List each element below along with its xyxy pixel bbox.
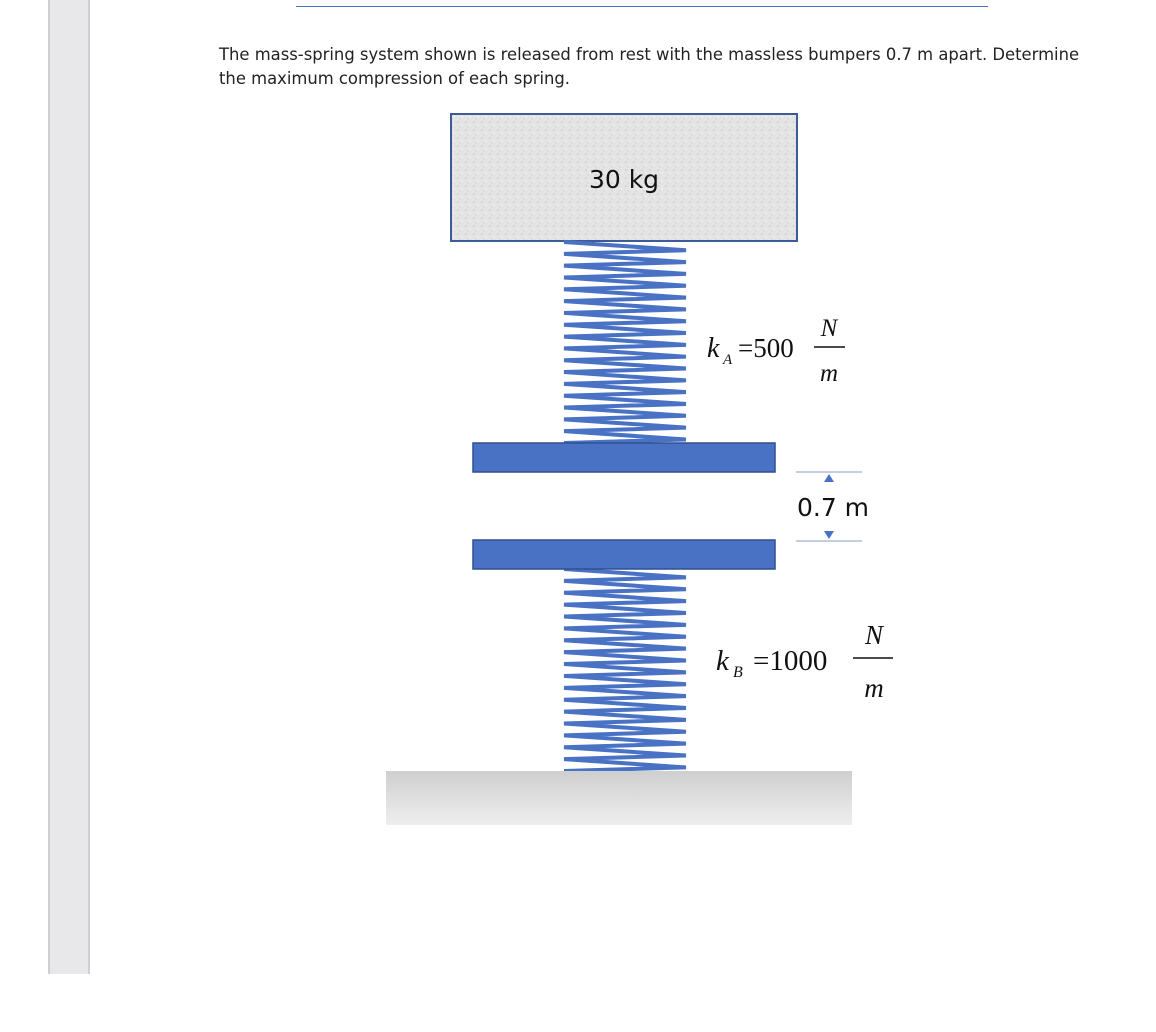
problem-statement: The mass-spring system shown is released from rest with the massless bumpers 0.7 m apart. Determine the maximum compression of each spring. xyxy=(219,45,1080,88)
svg-text:=1000: =1000 xyxy=(753,645,828,677)
svg-text:N: N xyxy=(820,315,838,342)
svg-text:A: A xyxy=(723,352,733,368)
svg-text:N: N xyxy=(864,620,884,650)
spring-b xyxy=(564,569,686,771)
svg-text:B: B xyxy=(733,664,743,681)
gap-label: 0.7 m xyxy=(796,493,870,522)
svg-text:=500: =500 xyxy=(738,333,794,363)
ground xyxy=(386,771,852,825)
bumper-lower xyxy=(473,540,775,569)
spring-a-constant-label xyxy=(707,315,845,387)
svg-text:k: k xyxy=(716,645,729,677)
spring-b-constant-label xyxy=(716,620,893,703)
svg-text:m: m xyxy=(864,673,884,703)
svg-text:m: m xyxy=(819,360,839,387)
bumper-upper xyxy=(473,443,775,472)
mass-label: 30 kg xyxy=(588,165,660,194)
springB-coil xyxy=(564,569,686,771)
gap-dimension xyxy=(796,472,869,541)
svg-text:k: k xyxy=(707,333,720,364)
spring-a xyxy=(564,242,686,443)
springA-coil xyxy=(564,242,686,443)
